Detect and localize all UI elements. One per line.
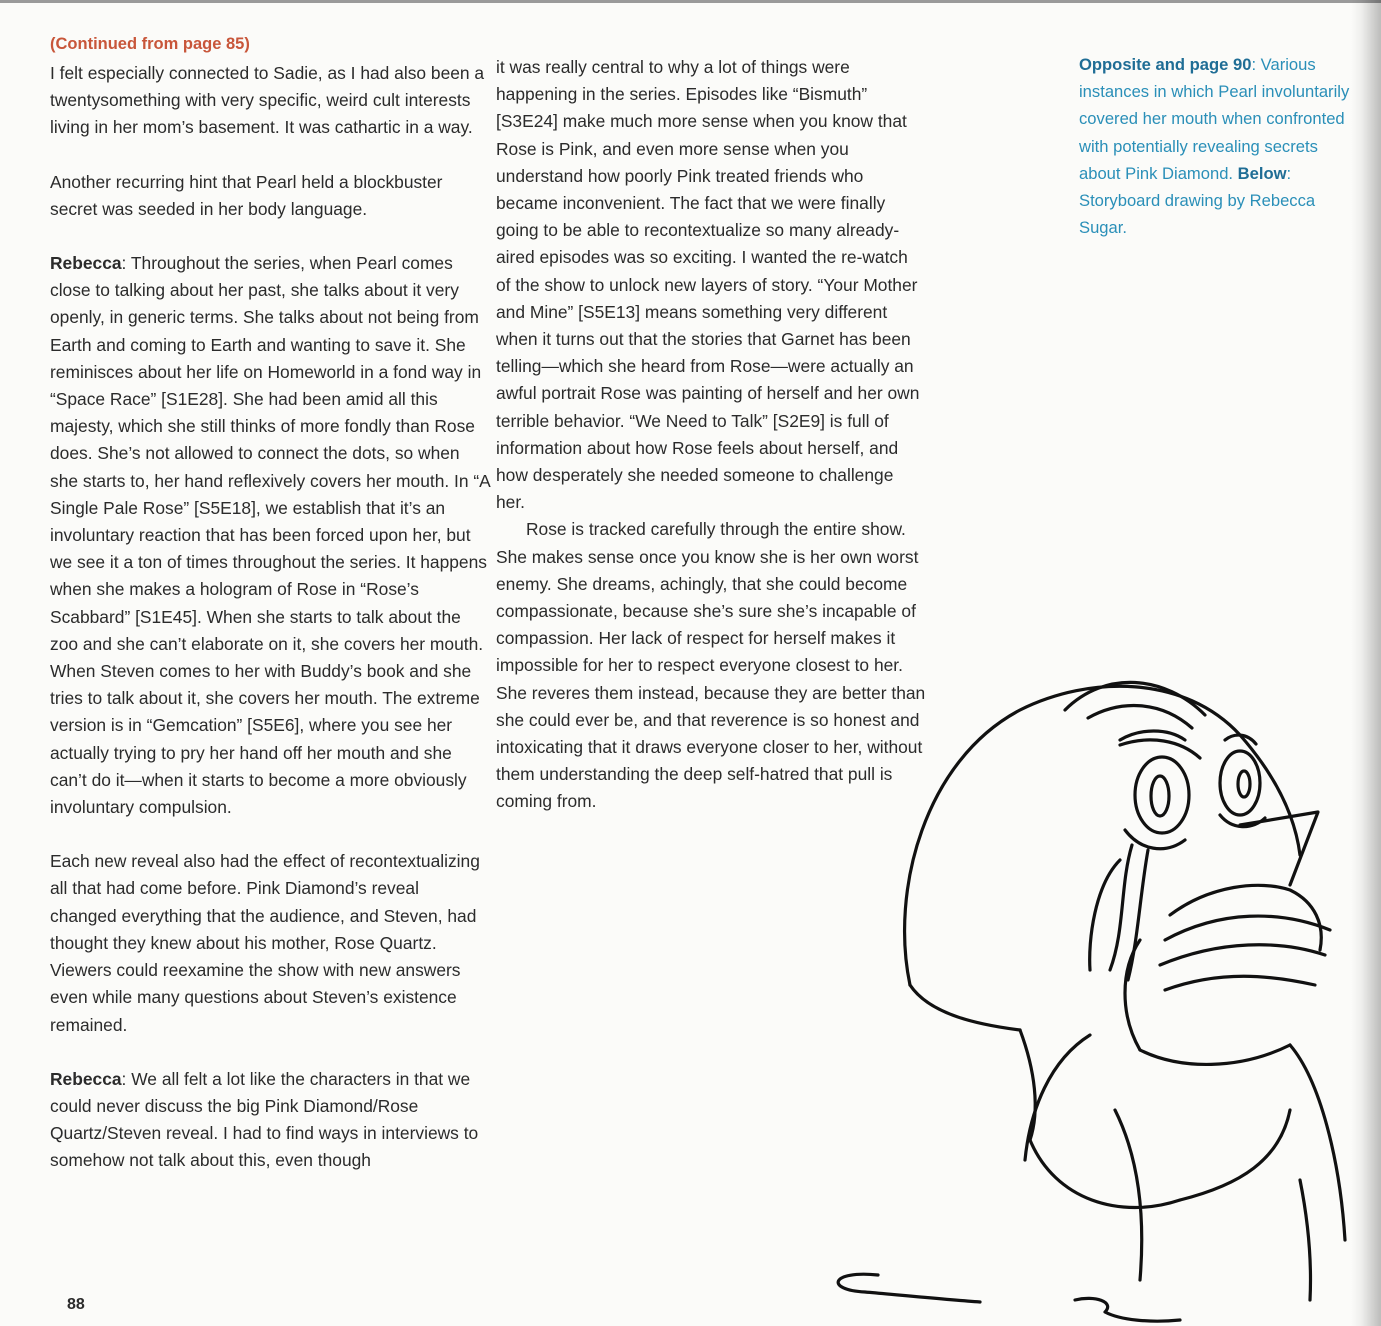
caption-label: Below <box>1237 163 1287 183</box>
speaker-name: Rebecca <box>50 253 122 274</box>
paragraph-quote <box>50 250 490 821</box>
quote-text: : Throughout the series, when Pearl comes close to talking about her past, she talks about it very openly, in generic terms. She talks about not being from Earth and coming to Earth and wanting to save it. She reminisces about her life on Homeworld in a fond way in “Space Race” [S1E28]. She had been amid all this majesty, which she still thinks of more fondly than Rose does. She’s not allowed to connect the dots, so when she starts to, her hand reflexively covers her mouth. In “A Single Pale Rose” [S5E18], we establish that it’s an involuntary reaction that has been forced upon her, but we see it a ton of times throughout the series. It happens when she makes a hologram of Rose in “Rose’s Scabbard” [S1E45]. When she starts to talk about the zoo and she can’t elaborate on it, she covers her mouth. When Steven comes to her with Buddy’s book and she tries to talk about it, she covers her mouth. The extreme version is in “Gemcation” [S5E6], where you see her actually trying to pry her hand off her mouth and she can’t do it—when it starts to become a more obviously involuntary compulsion. <box>50 253 490 818</box>
speaker-name: Rebecca <box>50 1068 122 1089</box>
page-number: 88 <box>67 1296 85 1313</box>
storyboard-drawing-pearl <box>820 640 1360 1326</box>
text-column-left <box>50 60 490 1175</box>
paragraph-quote <box>50 1066 490 1175</box>
caption-label: Opposite and page 90 <box>1079 55 1252 74</box>
paragraph: Each new reveal also had the effect of recontextualizing all that had come before. Pink Diamond’s reveal changed everything that the audience, and Steven, had thought they knew about his mother, Rose Quartz. Viewers could reexamine the show with new answers even while many questions about Steven’s existence remained. <box>50 851 480 1035</box>
paragraph: I felt especially connected to Sadie, as I had also been a twentysomething with very specific, weird cult interests living in her mom’s basement. It was cathartic in a way. <box>50 63 485 138</box>
continued-label: (Continued from page 85) <box>50 35 250 53</box>
paragraph: it was really central to why a lot of things were happening in the series. Episodes like “Bismuth” [S3E24] make much more sense when you know that Rose is Pink, and even more sense when you understand how poorly Pink treated friends who became inconvenient. The fact that we were finally going to be able to recontextualize so many already-aired episodes was so exciting. I wanted the re-watch of the show to unlock new layers of story. “Your Mother and Mine” [S5E13] means something very different when it turns out that the stories that Garnet has been telling—which she heard from Rose—were actually an awful portrait Rose was painting of herself and her own terrible behavior. “We Need to Talk” [S2E9] is full of information about how Rose feels about herself, and how desperately she needed someone to challenge her. <box>496 57 920 513</box>
caption-text: : Various instances in which Pearl involuntarily covered her mouth when confronted with potentially revealing secrets about Pink Diamond. <box>1079 55 1350 183</box>
paragraph: Another recurring hint that Pearl held a blockbuster secret was seeded in her body language. <box>50 171 443 219</box>
caption-text: : Storyboard drawing by Rebecca Sugar. <box>1079 163 1316 238</box>
quote-text: : We all felt a lot like the characters in that we could never discuss the big Pink Diamond/Rose Quartz/Steven reveal. I had to find ways in interviews to somehow not talk about this, even though <box>50 1068 479 1171</box>
page-top-edge <box>0 0 1381 3</box>
paragraph: Rose is tracked carefully through the entire show. She makes sense once you know she is her own worst enemy. She dreams, achingly, that she could become compassionate, because she’s sure she’s incapable of compassion. Her lack of respect for herself makes it impossible for her to respect everyone closest to her. She reveres them instead, because they are better than she could ever be, and that reverence is so honest and intoxicating that it draws everyone closer to her, without them understanding the deep self-hatred that pull is coming from. <box>496 519 926 812</box>
image-caption <box>1079 51 1354 241</box>
